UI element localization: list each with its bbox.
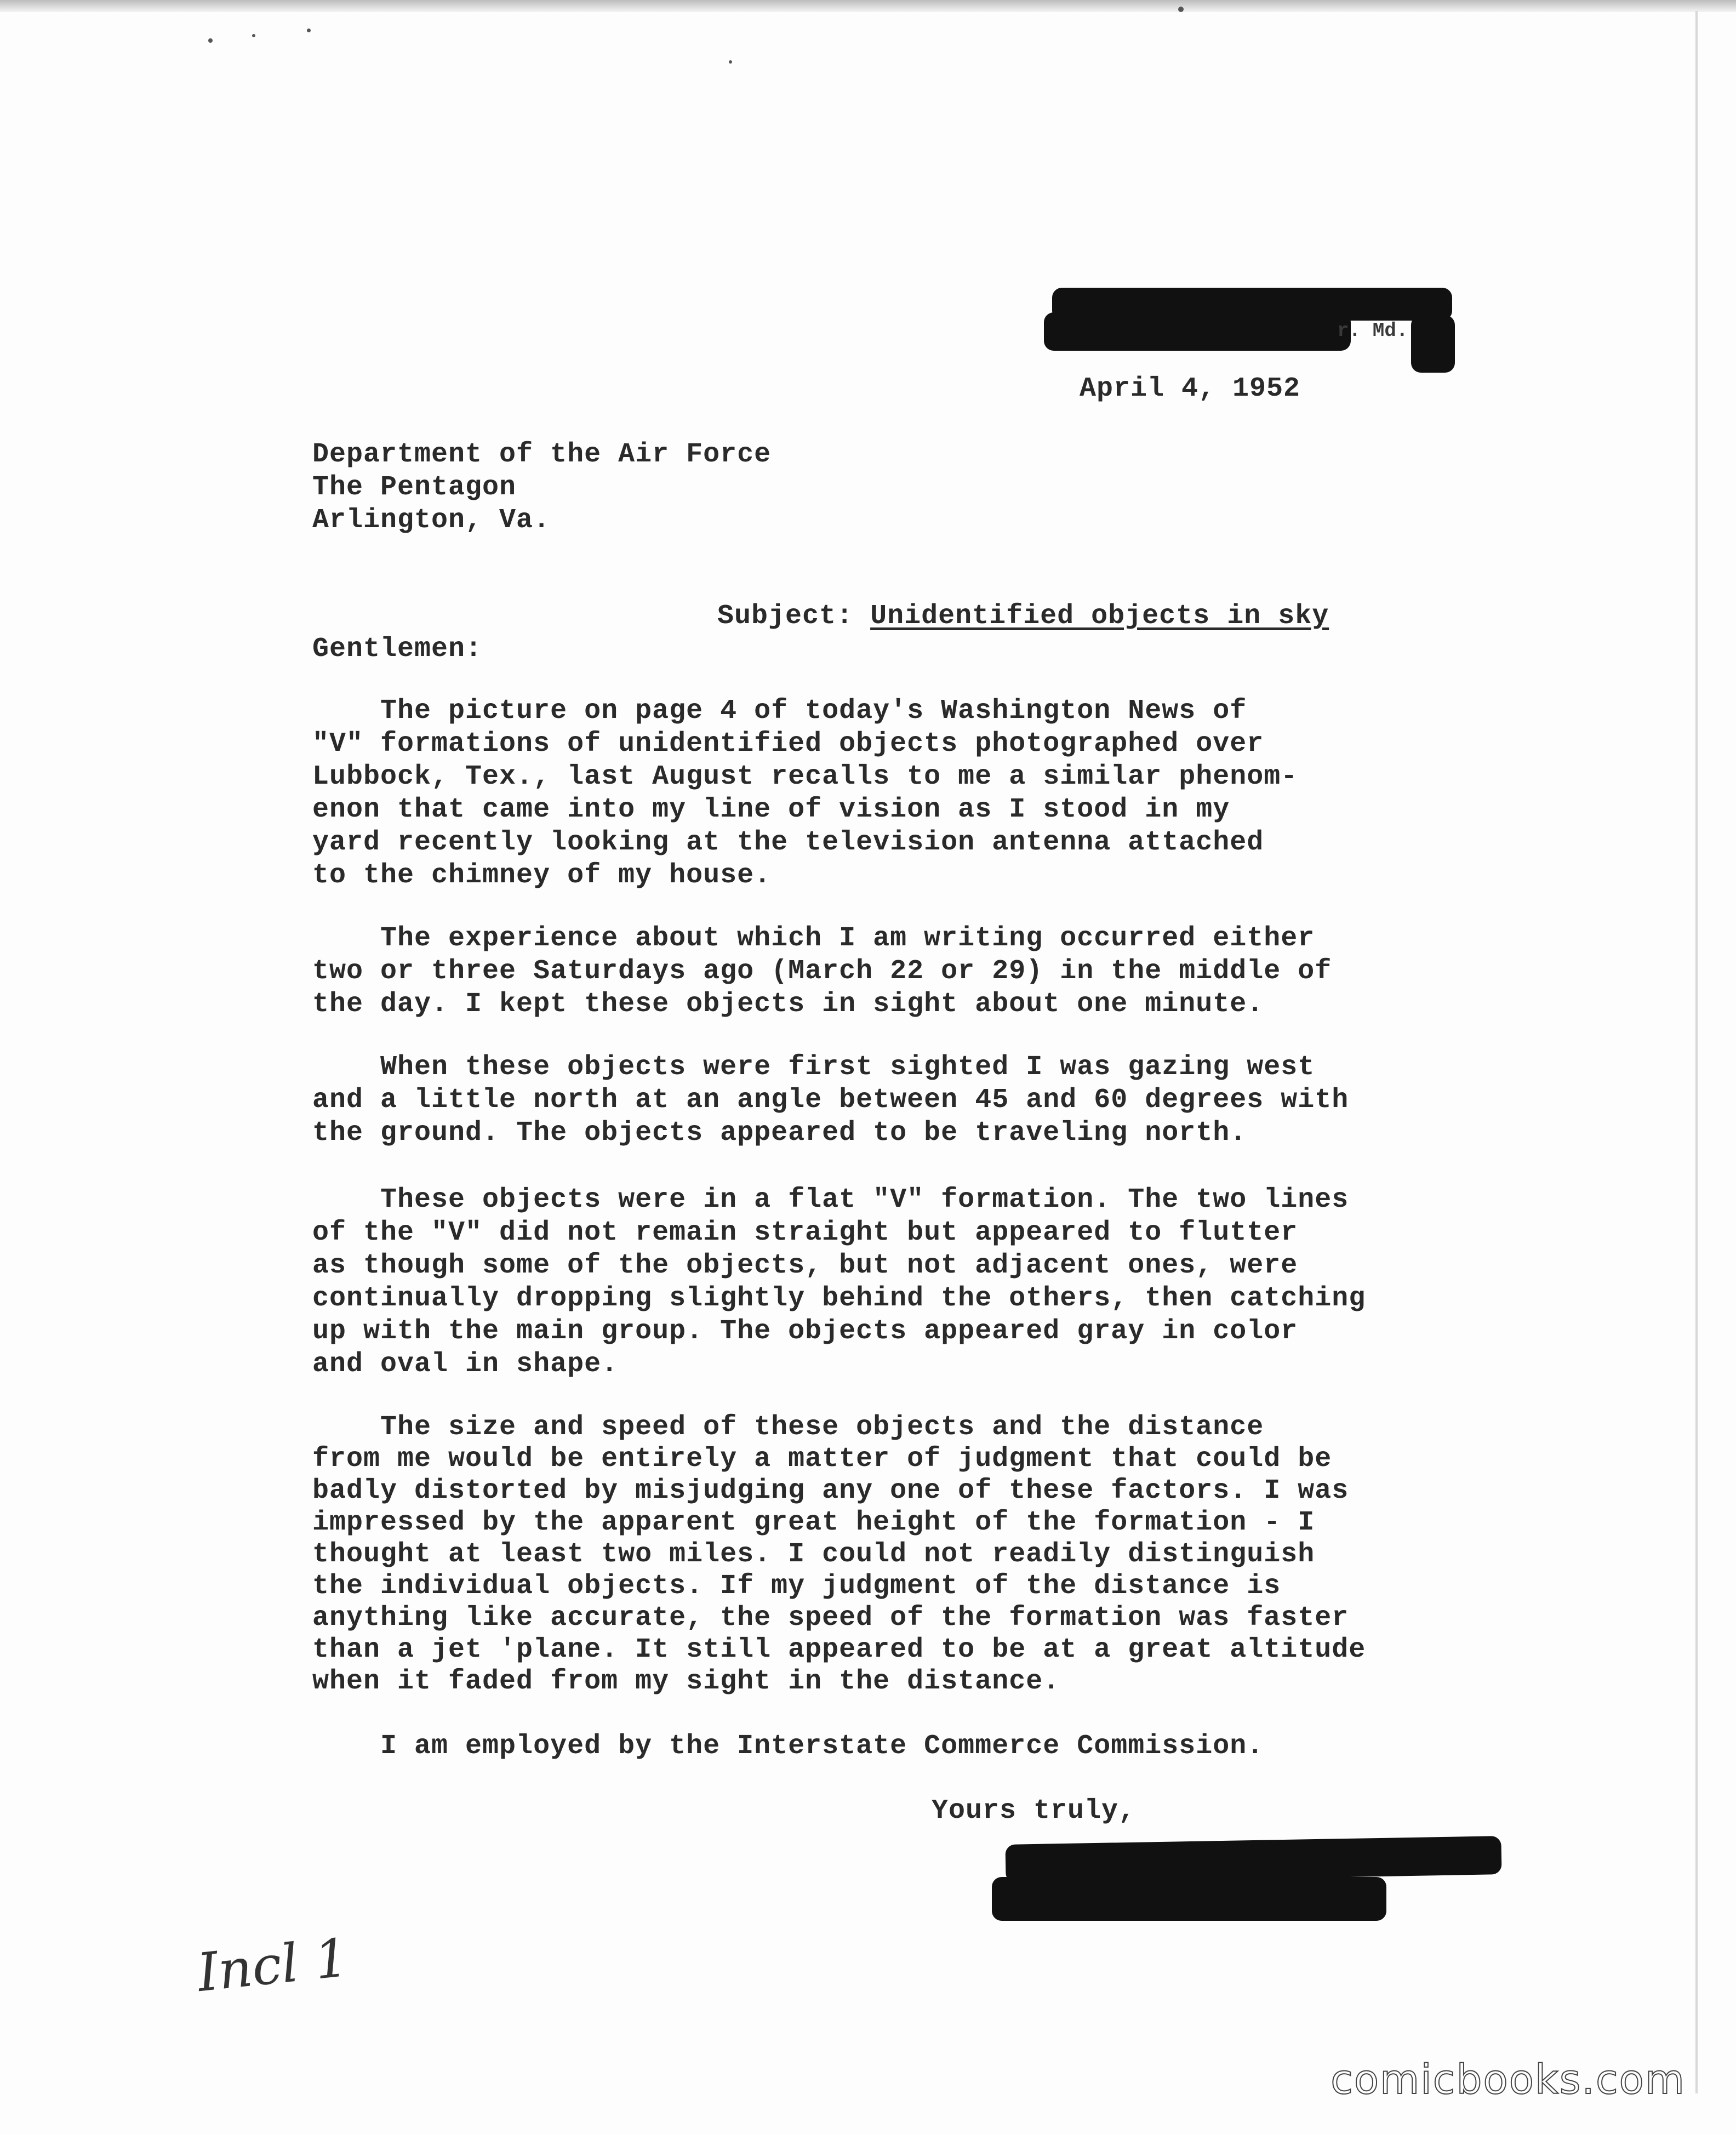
scan-speck bbox=[252, 34, 255, 37]
body-line: The size and speed of these objects and the distance bbox=[312, 1412, 1264, 1443]
body-line: enon that came into my line of vision as I stood in my bbox=[312, 794, 1230, 825]
body-line: from me would be entirely a matter of judgment that could be bbox=[312, 1443, 1332, 1475]
salutation: Gentlemen: bbox=[312, 634, 483, 665]
recipient-line-2: The Pentagon bbox=[312, 472, 517, 503]
scan-right-edge bbox=[1695, 11, 1698, 2093]
body-line: of the "V" did not remain straight but appeared to flutter bbox=[312, 1217, 1298, 1248]
body-line: up with the main group. The objects appeared gray in color bbox=[312, 1316, 1298, 1347]
recipient-line-1: Department of the Air Force bbox=[312, 439, 772, 470]
body-line: badly distorted by misjudging any one of these factors. I was bbox=[312, 1475, 1349, 1507]
body-line: to the chimney of my house. bbox=[312, 860, 772, 891]
redacted-address-right bbox=[1411, 315, 1455, 373]
letter-date: April 4, 1952 bbox=[1080, 373, 1301, 404]
paragraph-6: I am employed by the Interstate Commerce Commission. bbox=[312, 1731, 1264, 1762]
body-line: The picture on page 4 of today's Washington News of bbox=[312, 695, 1247, 727]
body-line: and oval in shape. bbox=[312, 1349, 619, 1380]
handwritten-enclosure-note: Incl 1 bbox=[194, 1926, 351, 2004]
scan-speck bbox=[729, 60, 732, 64]
scan-speck bbox=[1178, 7, 1184, 12]
site-watermark: comicbooks.com bbox=[1330, 2056, 1686, 2103]
body-line: two or three Saturdays ago (March 22 or 29) in the middle of bbox=[312, 956, 1332, 987]
redacted-address-left bbox=[1044, 312, 1351, 351]
body-line: Lubbock, Tex., last August recalls to me a similar phenom- bbox=[312, 761, 1298, 792]
subject-line bbox=[649, 567, 1329, 666]
scan-speck bbox=[208, 38, 213, 43]
body-line: When these objects were first sighted I was gazing west bbox=[312, 1052, 1315, 1083]
body-line: The experience about which I am writing occurred either bbox=[312, 923, 1315, 954]
body-line: impressed by the apparent great height of the formation - I bbox=[312, 1507, 1315, 1538]
body-line: the day. I kept these objects in sight about one minute. bbox=[312, 989, 1264, 1020]
body-line: when it faded from my sight in the distance. bbox=[312, 1666, 1060, 1697]
address-fragment: r. Md. bbox=[1337, 319, 1408, 342]
body-line: than a jet 'plane. It still appeared to be at a great altitude bbox=[312, 1634, 1366, 1665]
redacted-signature-top bbox=[1005, 1836, 1501, 1883]
body-line: and a little north at an angle between 45 and 60 degrees with bbox=[312, 1085, 1349, 1116]
body-line: anything like accurate, the speed of the formation was faster bbox=[312, 1602, 1349, 1634]
body-line: the ground. The objects appeared to be traveling north. bbox=[312, 1117, 1247, 1149]
scan-speck bbox=[307, 28, 311, 32]
body-line: yard recently looking at the television antenna attached bbox=[312, 827, 1264, 858]
subject-text: Unidentified objects in sky bbox=[870, 601, 1329, 632]
recipient-line-3: Arlington, Va. bbox=[312, 505, 551, 536]
body-line: continually dropping slightly behind the others, then catching bbox=[312, 1283, 1366, 1314]
body-line: "V" formations of unidentified objects photographed over bbox=[312, 728, 1264, 760]
redacted-signature-bottom bbox=[992, 1877, 1386, 1921]
closing: Yours truly, bbox=[932, 1795, 1136, 1827]
subject-label: Subject: bbox=[717, 601, 854, 632]
body-line: thought at least two miles. I could not readily distinguish bbox=[312, 1539, 1315, 1570]
scan-top-edge bbox=[0, 0, 1736, 12]
body-line: These objects were in a flat "V" formation. The two lines bbox=[312, 1184, 1349, 1216]
body-line: as though some of the objects, but not adjacent ones, were bbox=[312, 1250, 1298, 1281]
body-line: the individual objects. If my judgment of the distance is bbox=[312, 1571, 1281, 1602]
